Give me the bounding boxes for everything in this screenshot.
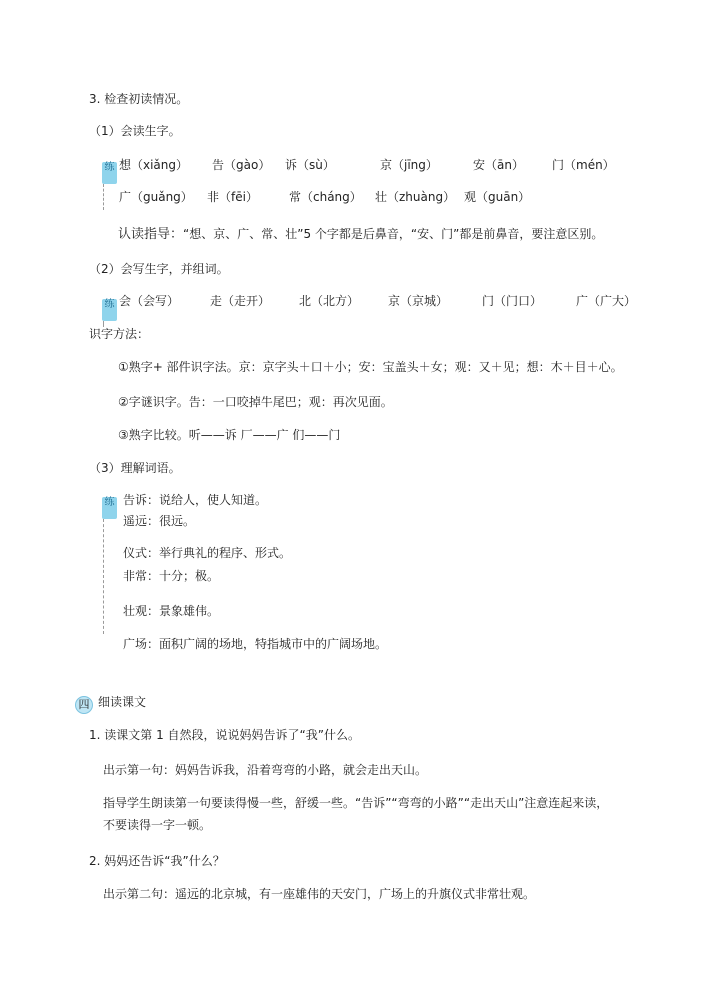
term-item: 仪式：举行典礼的程序、形式。	[123, 546, 292, 560]
sub2-label: （2）会写生字，并组词。	[89, 262, 229, 276]
show-sentence-2: 出示第二句：遥远的北京城，有一座雄伟的天安门，广场上的升旗仪式非常壮观。	[103, 887, 536, 901]
guide-text: “想、京、广、常、壮”5 个字都是后鼻音，“安、门”都是前鼻音，要注意区别。	[183, 227, 604, 241]
term-item: 遥远：很远。	[123, 514, 196, 528]
method-item: ②字谜识字。告：一口咬掉牛尾巴；观：再次见面。	[118, 395, 393, 409]
reading-guide	[118, 226, 603, 243]
pinyin-item: 京（jīng）	[380, 158, 438, 172]
pinyin-item: 壮（zhuàng）	[375, 190, 456, 204]
word-item: 京（京城）	[388, 294, 449, 308]
pinyin-item: 诉（sù）	[285, 158, 335, 172]
term-item: 告诉：说给人，使人知道。	[123, 493, 268, 507]
practice-tag: 练	[102, 497, 117, 519]
term-item: 壮观：景象雄伟。	[123, 604, 220, 618]
pinyin-item: 非（fēi）	[207, 190, 258, 204]
term-item: 非常：十分；极。	[123, 569, 220, 583]
sub1-label: （1）会读生字。	[89, 124, 181, 138]
divider	[103, 184, 104, 210]
word-item: 会（会写）	[119, 294, 180, 308]
pinyin-item: 广（guǎng）	[119, 190, 193, 204]
practice-tag: 练	[102, 299, 117, 321]
pinyin-item: 想（xiǎng）	[119, 158, 189, 172]
question-2: 2. 妈妈还告诉“我”什么？	[89, 854, 225, 868]
word-item: 北（北方）	[299, 294, 360, 308]
section-4-title: 细读课文	[98, 695, 147, 709]
pinyin-item: 观（guān）	[464, 190, 531, 204]
pinyin-item: 告（gào）	[212, 158, 271, 172]
word-item: 走（走开）	[210, 294, 271, 308]
show-sentence-1: 出示第一句：妈妈告诉我，沿着弯弯的小路，就会走出天山。	[103, 763, 428, 777]
guide-label: 认读指导：	[118, 227, 184, 242]
practice-tag: 练	[102, 162, 117, 184]
pinyin-item: 常（cháng）	[289, 190, 362, 204]
method-item: ①熟字+ 部件识字法。京：京字头＋口＋小；安：宝盖头＋女；观：又＋见；想：木＋目＋心。	[118, 360, 623, 374]
word-item: 门（门口）	[482, 294, 543, 308]
term-item: 广场：面积广阔的场地，特指城市中的广阔场地。	[123, 637, 388, 651]
question-1: 1. 读课文第 1 自然段，说说妈妈告诉了“我”什么。	[89, 728, 360, 742]
divider	[103, 519, 104, 634]
method-item: ③熟字比较。听——诉 厂——广 们——门	[118, 428, 341, 442]
word-item: 广（广大）	[576, 294, 637, 308]
section-number-badge: 四	[75, 696, 93, 714]
sub3-label: （3）理解词语。	[89, 461, 181, 475]
guide-line-2: 不要读得一字一顿。	[103, 818, 212, 832]
pinyin-item: 门（mén）	[552, 158, 615, 172]
pinyin-item: 安（ān）	[473, 158, 524, 172]
guide-line-1: 指导学生朗读第一句要读得慢一些，舒缓一些。“告诉”“弯弯的小路”“走出天山”注意连起来读，	[103, 796, 609, 810]
method-label: 识字方法：	[89, 327, 150, 341]
section-3-title: 3. 检查初读情况。	[89, 92, 189, 106]
